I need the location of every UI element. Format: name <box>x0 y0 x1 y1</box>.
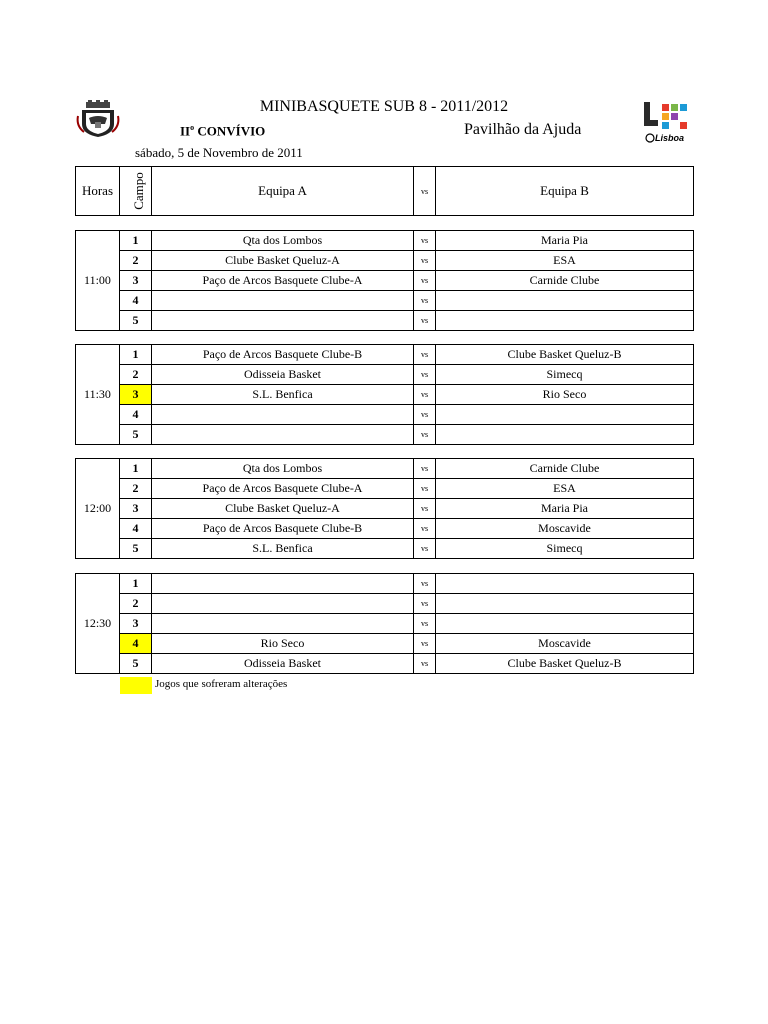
match-row <box>76 614 694 634</box>
match-row <box>76 425 694 445</box>
match-row <box>76 539 694 559</box>
campo-number: 1 <box>120 345 152 365</box>
match-row <box>76 291 694 311</box>
match-row <box>76 365 694 385</box>
campo-number: 2 <box>120 594 152 614</box>
campo-number: 2 <box>120 251 152 271</box>
subtitle-rest: CONVÍVIO <box>194 123 266 139</box>
team-b <box>436 614 694 634</box>
team-a: Qta dos Lombos <box>152 459 414 479</box>
team-a <box>152 291 414 311</box>
vs-label: vs <box>414 385 436 405</box>
campo-number: 4 <box>120 634 152 654</box>
vs-label: vs <box>414 291 436 311</box>
match-row <box>76 519 694 539</box>
team-a <box>152 614 414 634</box>
vs-label: vs <box>414 231 436 251</box>
match-row <box>76 634 694 654</box>
campo-number: 4 <box>120 291 152 311</box>
campo-number: 4 <box>120 519 152 539</box>
vs-label: vs <box>414 345 436 365</box>
match-row <box>76 345 694 365</box>
team-a: S.L. Benfica <box>152 539 414 559</box>
vs-label: vs <box>414 405 436 425</box>
campo-number: 1 <box>120 231 152 251</box>
event-date: sábado, 5 de Novembro de 2011 <box>135 145 303 160</box>
campo-number: 5 <box>120 539 152 559</box>
team-b: Simecq <box>436 539 694 559</box>
team-b <box>436 405 694 425</box>
campo-number: 2 <box>120 479 152 499</box>
team-b: Moscavide <box>436 634 694 654</box>
vs-label: vs <box>414 479 436 499</box>
match-row <box>76 459 694 479</box>
campo-number: 5 <box>120 425 152 445</box>
column-equipa-a: Equipa A <box>152 167 414 216</box>
campo-number: 5 <box>120 654 152 674</box>
column-vs: vs <box>414 167 436 216</box>
schedule-block-1230 <box>75 573 694 674</box>
campo-number: 5 <box>120 311 152 331</box>
campo-number: 3 <box>120 614 152 634</box>
team-a: Odisseia Basket <box>152 365 414 385</box>
team-a: Clube Basket Queluz-A <box>152 251 414 271</box>
column-equipa-b: Equipa B <box>436 167 694 216</box>
team-b <box>436 425 694 445</box>
team-a <box>152 574 414 594</box>
match-row <box>76 499 694 519</box>
team-a: Paço de Arcos Basquete Clube-A <box>152 479 414 499</box>
campo-number: 3 <box>120 385 152 405</box>
team-a: Odisseia Basket <box>152 654 414 674</box>
team-b <box>436 311 694 331</box>
venue-name: Pavilhão da Ajuda <box>464 121 582 138</box>
vs-label: vs <box>414 365 436 385</box>
column-campo <box>120 167 152 216</box>
team-b: Clube Basket Queluz-B <box>436 654 694 674</box>
vs-label: vs <box>414 499 436 519</box>
team-a <box>152 425 414 445</box>
lisboa-logo-icon <box>640 100 690 146</box>
lisboa-logo-text: Lisboa <box>655 133 685 143</box>
team-b: Carnide Clube <box>436 459 694 479</box>
team-b: Rio Seco <box>436 385 694 405</box>
column-header-table <box>75 166 694 216</box>
team-b: Maria Pia <box>436 231 694 251</box>
document-title: MINIBASQUETE SUB 8 - 2011/2012 <box>259 98 509 115</box>
vs-label: vs <box>414 539 436 559</box>
team-b: Clube Basket Queluz-B <box>436 345 694 365</box>
vs-label: vs <box>414 425 436 445</box>
team-a <box>152 594 414 614</box>
match-time: 12:30 <box>76 574 120 674</box>
subtitle-ordinal: o <box>190 123 195 132</box>
match-row <box>76 405 694 425</box>
match-row <box>76 654 694 674</box>
match-row <box>76 311 694 331</box>
vs-label: vs <box>414 654 436 674</box>
team-a <box>152 405 414 425</box>
campo-number: 2 <box>120 365 152 385</box>
schedule-block-1100 <box>75 230 694 331</box>
campo-number: 1 <box>120 574 152 594</box>
campo-number: 4 <box>120 405 152 425</box>
team-a: Paço de Arcos Basquete Clube-A <box>152 271 414 291</box>
vs-label: vs <box>414 634 436 654</box>
team-b: Simecq <box>436 365 694 385</box>
vs-label: vs <box>414 459 436 479</box>
match-row <box>76 385 694 405</box>
team-b: Moscavide <box>436 519 694 539</box>
campo-number: 1 <box>120 459 152 479</box>
team-a: Paço de Arcos Basquete Clube-B <box>152 519 414 539</box>
team-a: Clube Basket Queluz-A <box>152 499 414 519</box>
team-b: Maria Pia <box>436 499 694 519</box>
municipal-crest-icon <box>76 100 120 138</box>
vs-label: vs <box>414 574 436 594</box>
team-b: ESA <box>436 479 694 499</box>
match-row <box>76 574 694 594</box>
vs-label: vs <box>414 251 436 271</box>
match-time: 12:00 <box>76 459 120 559</box>
campo-number: 3 <box>120 499 152 519</box>
legend-color-swatch <box>120 677 152 694</box>
column-horas: Horas <box>76 167 120 216</box>
campo-number: 3 <box>120 271 152 291</box>
match-row <box>76 271 694 291</box>
vs-label: vs <box>414 311 436 331</box>
vs-label: vs <box>414 614 436 634</box>
team-b <box>436 574 694 594</box>
match-time: 11:30 <box>76 345 120 445</box>
team-a: Rio Seco <box>152 634 414 654</box>
match-row <box>76 594 694 614</box>
column-campo-label: Campo <box>130 172 146 210</box>
match-time: 11:00 <box>76 231 120 331</box>
match-row <box>76 479 694 499</box>
team-b <box>436 291 694 311</box>
team-a: Qta dos Lombos <box>152 231 414 251</box>
subtitle-roman: II <box>180 123 191 139</box>
team-a: S.L. Benfica <box>152 385 414 405</box>
vs-label: vs <box>414 519 436 539</box>
team-a: Paço de Arcos Basquete Clube-B <box>152 345 414 365</box>
team-b <box>436 594 694 614</box>
legend-text: Jogos que sofreram alterações <box>155 678 288 690</box>
vs-label: vs <box>414 271 436 291</box>
match-row <box>76 231 694 251</box>
schedule-block-1200 <box>75 458 694 559</box>
schedule-block-1130 <box>75 344 694 445</box>
team-b: Carnide Clube <box>436 271 694 291</box>
team-b: ESA <box>436 251 694 271</box>
vs-label: vs <box>414 594 436 614</box>
event-subtitle <box>180 123 265 139</box>
match-row <box>76 251 694 271</box>
team-a <box>152 311 414 331</box>
